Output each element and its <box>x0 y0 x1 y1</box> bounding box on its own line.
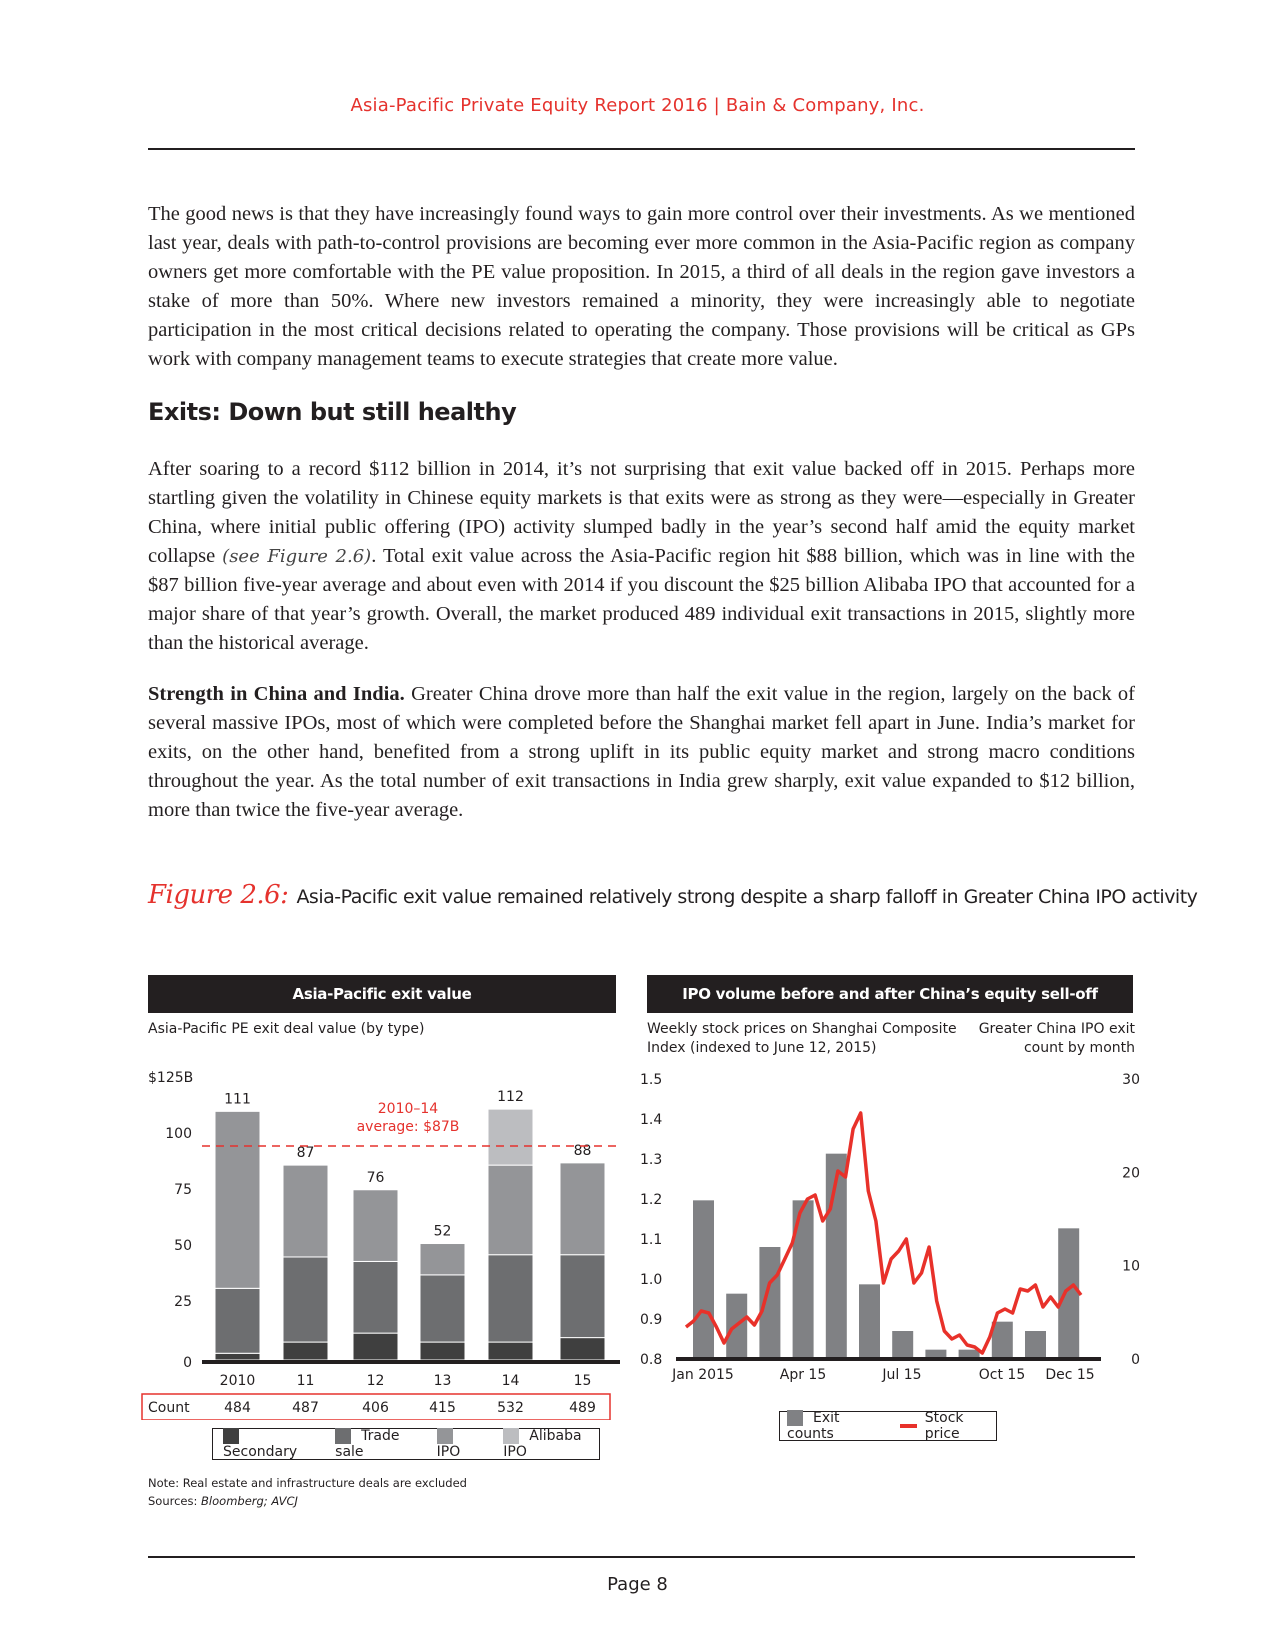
paragraph-china-india <box>148 680 1135 825</box>
bar-segment-ipo <box>215 1111 260 1288</box>
legend-label: IPO <box>436 1444 461 1460</box>
bar-segment-ipo <box>560 1163 605 1255</box>
count-value: 415 <box>429 1400 456 1416</box>
x-tick: Apr 15 <box>779 1367 827 1383</box>
paragraph-text: After soaring to a record $112 billion in 2014, it’s not surprising that exit value backed off in 2015. Perhaps more startling given the volatility in Chinese equity markets is that exits were as strong as they were—especially in Greater China, where initial public offering (IPO) activity slumped badly in the year’s second half amid the equity market collapse <box>148 458 1135 567</box>
exit-count-bar <box>693 1200 714 1359</box>
y-tick: 100 <box>165 1126 192 1142</box>
paragraph-text: . Total exit value across the Asia-Pacific region hit $88 billion, which was in line with the $87 billion five-year average and about even with 2014 if you discount the $25 billion Alibaba IPO that accounted for a major share of that year’s growth. Overall, the market produced 489 individual exit transactions in 2015, slightly more than the historical average. <box>148 545 1135 654</box>
y-tick: 75 <box>174 1182 192 1198</box>
count-value: 487 <box>292 1400 319 1416</box>
paragraph-lead: Strength in China and India. <box>148 683 405 705</box>
bar-segment-ipo <box>353 1190 398 1262</box>
figure-reference-link[interactable]: (see Figure 2.6) <box>222 546 372 567</box>
header-rule <box>148 148 1135 150</box>
legend-item-ipo <box>437 1428 482 1460</box>
footer-rule <box>148 1556 1135 1558</box>
section-heading: Exits: Down but still healthy <box>148 398 517 426</box>
axis-label-line: Weekly stock prices on Shanghai Composite <box>647 1021 957 1037</box>
legend-swatch-icon <box>437 1428 453 1444</box>
exit-count-bar <box>892 1331 913 1359</box>
sources-text: Bloomberg; AVCJ <box>201 1494 298 1508</box>
sources-prefix: Sources: <box>148 1494 202 1508</box>
bar-total-label: 76 <box>366 1169 385 1186</box>
bar-segment-trade-sale <box>215 1288 260 1353</box>
bar-total-label: 88 <box>573 1142 592 1159</box>
bar-total-label: 111 <box>224 1091 251 1108</box>
legend-label: Secondary <box>223 1444 298 1460</box>
legend-item-alibaba-ipo <box>503 1428 599 1460</box>
bar-segment-secondary <box>215 1353 260 1360</box>
y-tick: 25 <box>174 1294 192 1310</box>
right-y-tick: 20 <box>1122 1165 1140 1182</box>
x-tick: 11 <box>296 1373 315 1389</box>
right-y-tick: 10 <box>1122 1258 1140 1275</box>
bar-segment-secondary <box>420 1342 465 1360</box>
left-y-tick: 1.1 <box>640 1232 663 1248</box>
bar-total-label: 112 <box>497 1089 524 1106</box>
legend-exit-value <box>212 1428 600 1460</box>
combo-chart-ipo-stock <box>640 1060 1140 1400</box>
x-tick: 14 <box>501 1373 520 1389</box>
figure-note: Note: Real estate and infrastructure deals are excluded <box>148 1476 467 1490</box>
left-y-tick: 1.5 <box>640 1072 663 1088</box>
x-tick: 13 <box>433 1373 452 1389</box>
count-value: 484 <box>224 1400 251 1416</box>
legend-swatch-icon <box>335 1428 351 1444</box>
bar-segment-secondary <box>353 1333 398 1360</box>
legend-swatch-icon <box>223 1428 239 1444</box>
legend-item-trade-sale <box>335 1428 422 1460</box>
y-axis-top-label: $125B <box>148 1070 194 1086</box>
legend-item-secondary <box>223 1428 313 1460</box>
right-y-tick: 30 <box>1122 1072 1140 1088</box>
bar-segment-trade-sale <box>560 1255 605 1338</box>
right-y-tick: 0 <box>1131 1352 1140 1368</box>
right-axis-label <box>979 1020 1135 1058</box>
y-tick: 50 <box>174 1238 192 1254</box>
chart-title-ipo-volume: IPO volume before and after China’s equity sell-off <box>647 975 1133 1013</box>
paragraph-control: The good news is that they have increasingly found ways to gain more control over their investments. As we mentioned last year, deals with path-to-control provisions are becoming ever more common in the Asia-Pacific region as company owners get more comfortable with the PE value proposition. In 2015, a third of all deals in the region gave investors a stake of more than 50%. Where new investors remained a minority, they were increasingly able to negotiate participation in the most critical decisions related to operating the company. Those provisions will be critical as GPs work with company management teams to execute strategies that create more value. <box>148 203 1135 370</box>
left-y-tick: 1.4 <box>640 1112 663 1128</box>
exit-count-bar <box>1058 1228 1079 1359</box>
exit-count-bar <box>992 1322 1013 1359</box>
bar-segment-secondary <box>283 1342 328 1360</box>
average-label-line2: average: $87B <box>356 1119 460 1135</box>
page-number: Page 8 <box>607 1574 668 1595</box>
legend-label: Alibaba IPO <box>503 1428 582 1460</box>
bar-segment-alibaba-ipo <box>488 1109 533 1165</box>
bar-segment-ipo <box>283 1165 328 1257</box>
legend-line-icon <box>900 1424 916 1428</box>
legend-swatch-icon <box>787 1410 803 1426</box>
bar-segment-trade-sale <box>420 1275 465 1342</box>
x-tick: Jan 2015 <box>672 1367 734 1383</box>
legend-ipo-volume <box>779 1411 997 1441</box>
bar-segment-trade-sale <box>353 1261 398 1333</box>
x-tick: Jul 15 <box>882 1367 922 1383</box>
exit-count-bars <box>693 1154 1079 1359</box>
left-y-tick: 1.2 <box>640 1192 663 1208</box>
paragraph-exits <box>148 455 1135 658</box>
figure-caption <box>148 880 1198 910</box>
paragraph-text: Greater China drove more than half the exit value in the region, largely on the back of several massive IPOs, most of which were completed before the Shanghai market fell apart in June. India’s market for exits, on the other hand, benefited from a strong uplift in its public equity market and strong macro conditions throughout the year. As the total number of exit transactions in India grew sharply, exit value expanded to $12 billion, more than twice the five-year average. <box>148 683 1135 821</box>
legend-label: Trade sale <box>335 1428 400 1460</box>
x-tick: 12 <box>366 1373 385 1389</box>
x-tick: Dec 15 <box>1045 1367 1095 1383</box>
x-tick: Oct 15 <box>978 1367 1026 1383</box>
bar-segment-ipo <box>488 1165 533 1255</box>
legend-swatch-icon <box>503 1428 519 1444</box>
y-tick: 0 <box>183 1355 192 1371</box>
left-axis-label <box>647 1020 957 1058</box>
bar-segment-trade-sale <box>488 1255 533 1342</box>
bar-segment-trade-sale <box>283 1257 328 1342</box>
legend-label: Exit counts <box>787 1410 840 1442</box>
chart-title-exit-value: Asia-Pacific exit value <box>148 975 616 1013</box>
axis-label-line: Index (indexed to June 12, 2015) <box>647 1040 877 1056</box>
bar-segment-secondary <box>488 1342 533 1360</box>
exit-count-bar <box>1025 1331 1046 1359</box>
left-y-tick: 0.9 <box>640 1312 663 1328</box>
axis-label-line: count by month <box>1023 1040 1135 1056</box>
legend-item-exit-counts <box>787 1410 882 1442</box>
count-value: 489 <box>569 1400 596 1416</box>
bar-segment-ipo <box>420 1244 465 1275</box>
chart-subtitle-exit-value: Asia-Pacific PE exit deal value (by type) <box>148 1021 425 1037</box>
stacked-bar-chart-exit-value <box>140 1060 620 1420</box>
count-label: Count <box>148 1400 190 1416</box>
bar-total-label: 52 <box>433 1223 452 1240</box>
figure-label: Figure 2.6: <box>148 880 289 910</box>
exit-count-bar <box>859 1284 880 1359</box>
figure-caption-text: Asia-Pacific exit value remained relatively strong despite a sharp falloff in Greater China IPO activity <box>296 886 1198 908</box>
figure-sources <box>148 1492 298 1510</box>
axis-label-line: Greater China IPO exit <box>978 1021 1135 1037</box>
running-header: Asia-Pacific Private Equity Report 2016 | Bain & Company, Inc. <box>350 95 925 116</box>
legend-item-stock-price <box>900 1410 996 1442</box>
stock-price-line <box>686 1113 1081 1353</box>
count-value: 532 <box>497 1400 524 1416</box>
legend-label: Stock price <box>924 1410 964 1442</box>
left-y-tick: 1.0 <box>640 1272 663 1288</box>
left-y-tick: 0.8 <box>640 1352 663 1368</box>
x-tick: 15 <box>573 1373 592 1389</box>
average-label-line1: 2010–14 <box>377 1101 439 1117</box>
count-value: 406 <box>362 1400 389 1416</box>
bar-total-label: 87 <box>296 1145 315 1162</box>
left-y-tick: 1.3 <box>640 1152 663 1168</box>
x-tick: 2010 <box>219 1373 256 1389</box>
bar-segment-secondary <box>560 1338 605 1360</box>
